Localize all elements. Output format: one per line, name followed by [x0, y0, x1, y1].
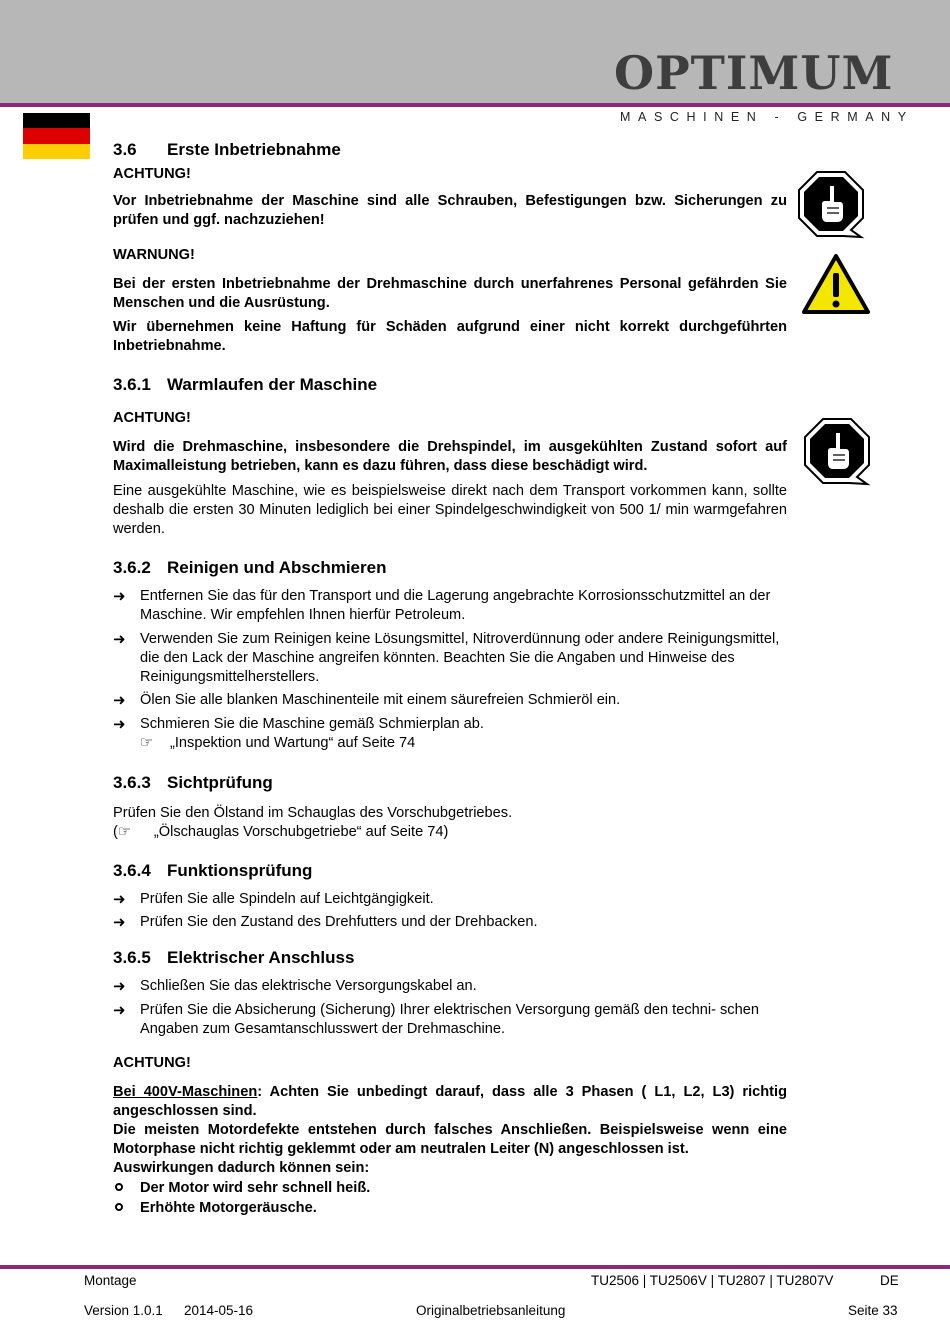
list-item: ➜ Schmieren Sie die Maschine gemäß Schmierplan ab. [113, 715, 484, 733]
section-heading-3-6-2: 3.6.2 Reinigen und Abschmieren [113, 558, 387, 577]
germany-flag-icon [23, 113, 90, 159]
arrow-icon: ➜ [113, 588, 126, 605]
section-heading-3-6-4: 3.6.4 Funktionsprüfung [113, 860, 313, 880]
brand-subtitle: MASCHINEN - GERMANY [620, 110, 914, 124]
paragraph: Eine ausgekühlte Maschine, wie es beispielsweise direkt nach dem Transport vorkommen kann, sollte deshalb die ersten 30 Minuten lediglich bei einer Spindelgeschwindigkeit von 500 1/ min warmgefahren werden. [113, 483, 787, 537]
list-item: Erhöhte Motorgeräusche. [113, 1198, 787, 1218]
arrow-icon: ➜ [113, 692, 126, 709]
arrow-icon: ➜ [113, 914, 126, 931]
arrow-icon: ➜ [113, 978, 126, 995]
header-divider [0, 103, 950, 107]
list-item: ➜ Schließen Sie das elektrische Versorgungskabel an. [113, 978, 477, 995]
achtung-text: Vor Inbetriebnahme der Maschine sind alle Schrauben, Befestigungen bzw. Sicherungen zu prüfen und ggf. nachzuziehen! [113, 193, 787, 228]
arrow-icon: ➜ [113, 715, 126, 733]
warnung-label: WARNUNG! [113, 247, 195, 263]
footer-version: Version 1.0.1 [84, 1303, 163, 1318]
footer-divider [0, 1265, 950, 1269]
footer-chapter: Montage [84, 1273, 137, 1288]
list-item: ➜ Ölen Sie alle blanken Maschinenteile mit einem säurefreien Schmieröl ein. [113, 692, 621, 709]
attention-hand-icon [803, 417, 873, 487]
list-item: ➜ Entfernen Sie das für den Transport und die Lagerung angebrachte Korrosionsschutzmittel an der Maschine. Wir empfehlen Ihnen hierfür Petroleum. [113, 588, 771, 623]
bullet-icon [115, 1183, 123, 1191]
paragraph: Die meisten Motordefekte entstehen durch falsches Anschließen. Beispielsweise wenn eine Motorphase nicht richtig geklemmt oder am neutralen Leiter (N) angeschlossen ist. [113, 1121, 787, 1157]
footer-page-number: Seite 33 [848, 1303, 898, 1318]
section-heading-3-6-1: 3.6.1 Warmlaufen der Maschine [113, 375, 378, 394]
list-item: ➜ Prüfen Sie den Zustand des Drehfutters und der Drehbacken. [113, 914, 538, 931]
arrow-icon: ➜ [113, 890, 126, 908]
achtung-label: ACHTUNG! [113, 410, 191, 426]
document-body [113, 138, 787, 1218]
list-item: ➜ Verwenden Sie zum Reinigen keine Lösungsmittel, Nitroverdünnung oder andere Reinigungsmittel, die den Lack der Maschine angreifen könnten. Beachten Sie die Angaben und Hinweise des Reinigungsmittelherstellers. [113, 630, 780, 685]
list-item: ➜ Prüfen Sie die Absicherung (Sicherung) Ihrer elektrischen Versorgung gemäß den techni- schen Angaben zum Gesamtanschlusswert der Drehmaschine. [113, 1001, 759, 1037]
cross-reference-link[interactable]: (☞ „Ölschauglas Vorschubgetriebe“ auf Seite 74) [113, 823, 449, 840]
section-heading-3-6-3: 3.6.3 Sichtprüfung [113, 772, 273, 792]
emphasis-underlined: Bei 400V-Maschinen [113, 1083, 258, 1100]
list-item: Der Motor wird sehr schnell heiß. [113, 1178, 787, 1198]
attention-hand-icon [797, 170, 867, 240]
footer-models: TU2506 | TU2506V | TU2807 | TU2807V [591, 1273, 834, 1288]
brand-logo: OPTIMUM [614, 46, 894, 100]
warning-triangle-icon [801, 253, 871, 315]
section-heading-3-6: 3.6 Erste Inbetriebnahme [113, 140, 341, 159]
paragraph: Prüfen Sie den Ölstand im Schauglas des Vorschubgetriebes. [113, 804, 513, 821]
arrow-icon: ➜ [113, 1001, 126, 1019]
list-item: ➜ Prüfen Sie alle Spindeln auf Leichtgängigkeit. [113, 890, 434, 908]
warnung-text: Wir übernehmen keine Haftung für Schäden aufgrund einer nicht korrekt durchgeführten Inbetriebnahme. [113, 319, 787, 354]
footer-language: DE [880, 1273, 899, 1288]
achtung-text: Bei 400V-Maschinen: Achten Sie unbedingt darauf, dass alle 3 Phasen ( L1, L2, L3) richtig angeschlossen sind. [113, 1083, 787, 1119]
pointing-hand-icon: ☞ [117, 823, 131, 840]
footer-doc-type: Originalbetriebsanleitung [416, 1303, 566, 1318]
bullet-icon [115, 1203, 123, 1211]
cross-reference-link[interactable]: ☞ „Inspektion und Wartung“ auf Seite 74 [140, 734, 416, 751]
achtung-label: ACHTUNG! [113, 166, 191, 182]
section-heading-3-6-5: 3.6.5 Elektrischer Anschluss [113, 948, 355, 967]
paragraph: Auswirkungen dadurch können sein: [113, 1159, 370, 1176]
arrow-icon: ➜ [113, 630, 126, 648]
pointing-hand-icon: ☞ [140, 734, 154, 751]
footer-date: 2014-05-16 [184, 1303, 254, 1318]
achtung-text: Wird die Drehmaschine, insbesondere die Drehspindel, im ausgekühlten Zustand sofort auf Maximalleistung betrieben, kann es dazu führen, dass diese beschädigt wird. [113, 439, 787, 474]
warnung-text: Bei der ersten Inbetriebnahme der Drehmaschine durch unerfahrenes Personal gefährden Sie Menschen und die Ausrüstung. [113, 276, 787, 311]
achtung-label: ACHTUNG! [113, 1054, 191, 1071]
